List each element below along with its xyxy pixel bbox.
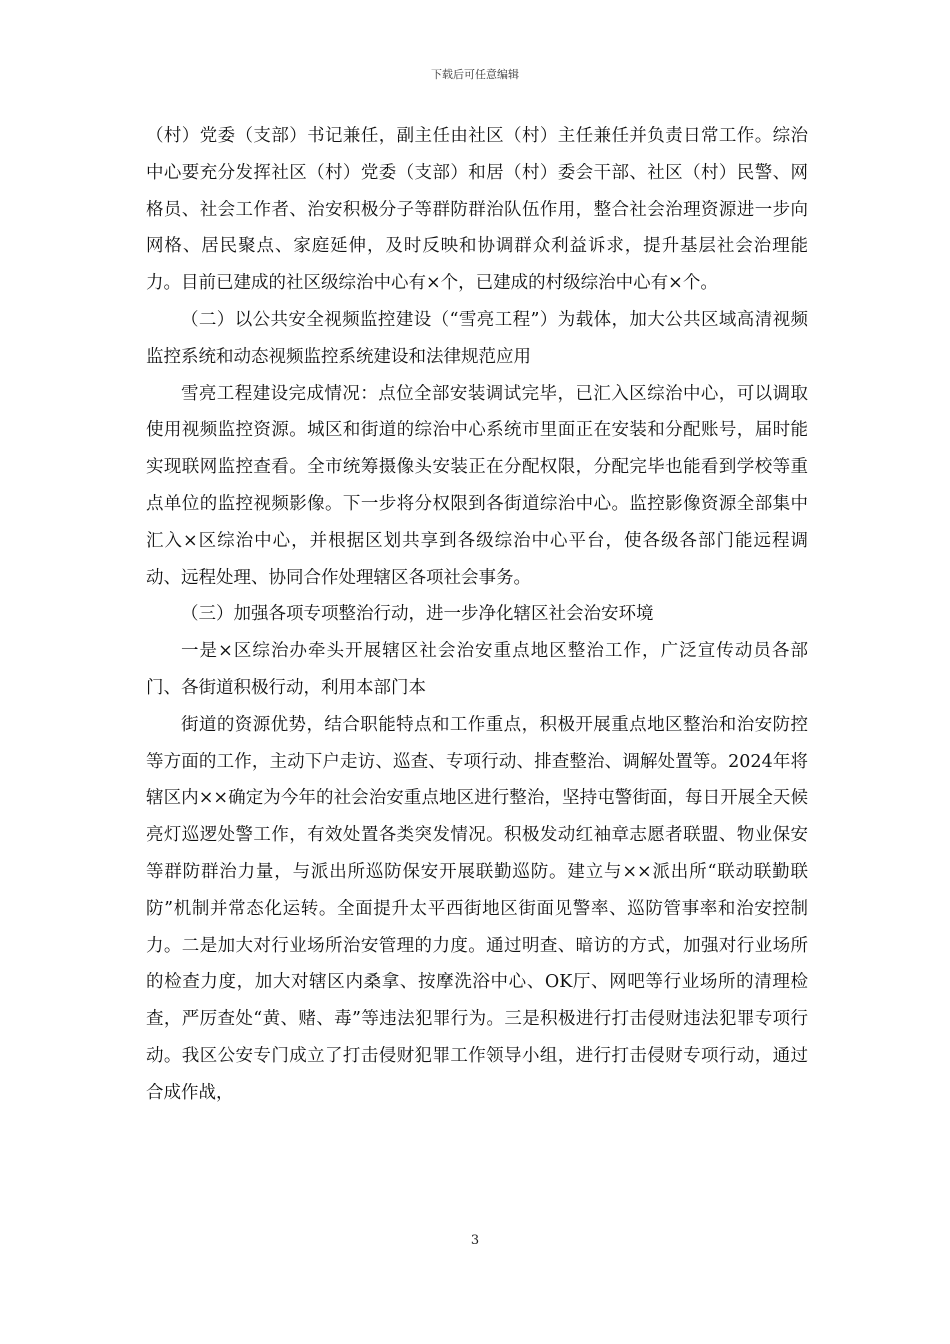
- page-number: 3: [470, 1233, 480, 1248]
- section-heading-3: （三）加强各项专项整治行动，进一步净化辖区社会治安环境: [181, 604, 654, 625]
- page-header: 下载后可任意编辑: [431, 68, 519, 81]
- section-heading-2: （二）以公共安全视频监控建设（“雪亮工程”）为载体，加大公共区域高清视频监控系统和动态视频监控系统建设和法律规范应用: [146, 309, 808, 367]
- document-body: [146, 118, 808, 1112]
- paragraph-measures-detail: 街道的资源优势，结合职能特点和工作重点，积极开展重点地区整治和治安防控等方面的工作，主动下户走访、巡查、专项行动、排查整治、调解处置等。2024年将辖区内××确定为今年的社会治安重点地区进行整治，坚持屯警街面，每日开展全天候亮灯巡逻处警工作，有效处置各类突发情况。积极发动红袖章志愿者联盟、物业保安等群防群治力量，与派出所巡防保安开展联勤巡防。建立与××派出所“联动联勤联防”机制并常态化运转。全面提升太平西街地区街面见警率、巡防管事率和治安控制力。二是加大对行业场所治安管理的力度。通过明查、暗访的方式，加强对行业场所的检查力度，加大对辖区内桑拿、按摩洗浴中心、OK厅、网吧等行业场所的清理检查，严厉查处“黄、赌、毒”等违法犯罪行为。三是积极进行打击侵财违法犯罪专项行动。我区公安专门成立了打击侵财犯罪工作领导小组，进行打击侵财专项行动，通过合成作战，: [146, 714, 808, 1103]
- paragraph-continuation: （村）党委（支部）书记兼任，副主任由社区（村）主任兼任并负责日常工作。综治中心要充分发挥社区（村）党委（支部）和居（村）委会干部、社区（村）民警、网格员、社会工作者、治安积极分子等群防群治队伍作用，整合社会治理资源进一步向网格、居民聚点、家庭延伸，及时反映和协调群众利益诉求，提升基层社会治理能力。目前已建成的社区级综治中心有×个，已建成的村级综治中心有×个。: [146, 126, 808, 294]
- paragraph-xueliang: 雪亮工程建设完成情况：点位全部安装调试完毕，已汇入区综治中心，可以调取使用视频监控资源。城区和街道的综治中心系统市里面正在安装和分配账号，届时能实现联网监控查看。全市统筹摄像头安装正在分配权限，分配完毕也能看到学校等重点单位的监控视频影像。下一步将分权限到各街道综治中心。监控影像资源全部集中汇入×区综治中心，并根据区划共享到各级综治中心平台，使各级各部门能远程调动、远程处理、协同合作处理辖区各项社会事务。: [146, 383, 808, 588]
- paragraph-first-measure: 一是×区综治办牵头开展辖区社会治安重点地区整治工作，广泛宣传动员各部门、各街道积极行动，利用本部门本: [146, 641, 808, 698]
